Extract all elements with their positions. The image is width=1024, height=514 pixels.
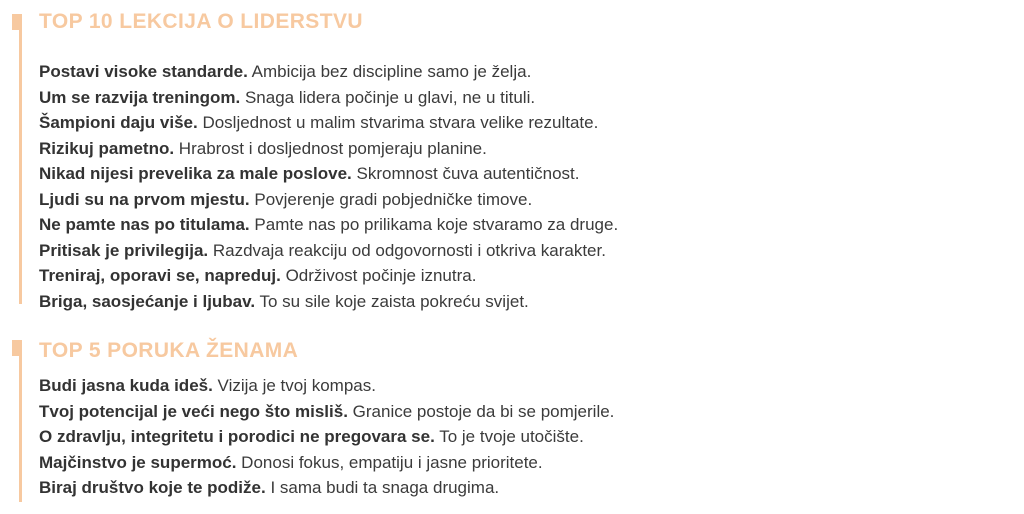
message-text: Vizija je tvoj kompas. xyxy=(212,376,376,395)
lesson-text: Snaga lidera počinje u glavi, ne u tituli. xyxy=(240,87,536,107)
message-text: I sama budi ta snaga drugima. xyxy=(265,478,500,497)
section-divider-line xyxy=(19,14,22,304)
list-item xyxy=(39,373,614,399)
list-item xyxy=(39,424,614,450)
lesson-text: To su sile koje zaista pokreću svijet. xyxy=(255,291,529,311)
section-heading: TOP 10 LEKCIJA O LIDERSTVU xyxy=(39,10,363,33)
lesson-text: Pamte nas po prilikama koje stvaramo za druge. xyxy=(249,215,619,234)
message-headline: Tvoj potencijal je veći nego što misliš. xyxy=(39,401,348,421)
lesson-headline: Ne pamte nas po titulama. xyxy=(39,215,250,234)
message-headline: O zdravlju, integritetu i porodici ne pregovara se. xyxy=(39,427,435,446)
list-item xyxy=(39,289,618,315)
lesson-text: Povjerenje gradi pobjedničke timove. xyxy=(249,189,533,209)
list-item xyxy=(39,161,618,187)
lesson-headline: Pritisak je privilegija. xyxy=(39,240,209,260)
message-text: Donosi fokus, empatiju i jasne prioritete. xyxy=(236,452,543,472)
list-item xyxy=(39,450,614,476)
lesson-text: Hrabrost i dosljednost pomjeraju planine. xyxy=(174,138,487,158)
lesson-headline: Ljudi su na prvom mjestu. xyxy=(39,189,250,209)
message-headline: Biraj društvo koje te podiže. xyxy=(39,478,266,497)
list-item xyxy=(39,212,618,238)
section-divider-line xyxy=(19,340,22,502)
list-item xyxy=(39,475,614,501)
lesson-headline: Rizikuj pametno. xyxy=(39,138,175,158)
lesson-text: Dosljednost u malim stvarima stvara velike rezultate. xyxy=(197,113,599,132)
lesson-headline: Postavi visoke standarde. xyxy=(39,62,248,81)
messages-list xyxy=(39,373,614,501)
lesson-headline: Briga, saosjećanje i ljubav. xyxy=(39,291,256,311)
list-item xyxy=(39,110,618,136)
section-heading: TOP 5 PORUKA ŽENAMA xyxy=(39,339,299,362)
lesson-headline: Treniraj, oporavi se, napreduj. xyxy=(39,266,281,285)
lesson-headline: Šampioni daju više. xyxy=(39,113,198,132)
list-item xyxy=(39,59,618,85)
list-item xyxy=(39,238,618,264)
list-item xyxy=(39,263,618,289)
lesson-headline: Nikad nijesi prevelika za male poslove. xyxy=(39,164,352,183)
message-headline: Budi jasna kuda ideš. xyxy=(39,376,213,395)
list-item xyxy=(39,399,614,425)
message-headline: Majčinstvo je supermoć. xyxy=(39,452,237,472)
lesson-headline: Um se razvija treningom. xyxy=(39,87,241,107)
list-item xyxy=(39,85,618,111)
list-item xyxy=(39,136,618,162)
message-text: To je tvoje utočište. xyxy=(434,427,584,446)
lesson-text: Razdvaja reakciju od odgovornosti i otkriva karakter. xyxy=(208,240,606,260)
message-text: Granice postoje da bi se pomjerile. xyxy=(347,401,615,421)
lessons-list xyxy=(39,59,618,314)
list-item xyxy=(39,187,618,213)
lesson-text: Ambicija bez discipline samo je želja. xyxy=(247,62,532,81)
lesson-text: Skromnost čuva autentičnost. xyxy=(351,164,580,183)
lesson-text: Održivost počinje iznutra. xyxy=(280,266,477,285)
